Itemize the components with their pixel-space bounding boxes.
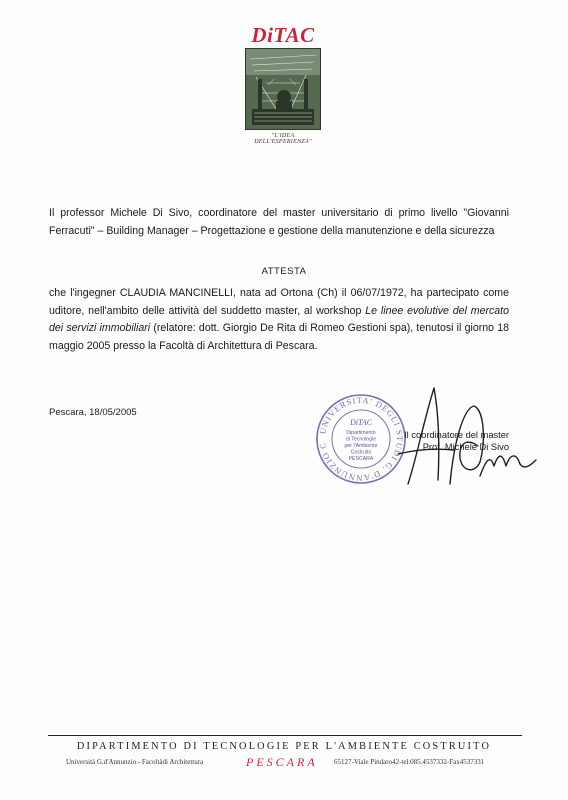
ditac-logo [244, 24, 322, 145]
certificate-text-part1: che l'ingegner CLAUDIA MANCINELLI, nata ad Ortona (Ch) il 06/07/1972, ha partecipato come uditore, nell'ambito delle attività del suddetto master, al workshop [49, 287, 509, 317]
footer-department: DIPARTIMENTO DI TECNOLOGIE PER L'AMBIENTE COSTRUITO [76, 741, 492, 752]
stamp-center-line1: Dipartimento [346, 430, 376, 436]
stamp-center-title: DiTAC [349, 418, 373, 427]
footer-city: PESCARA [246, 755, 318, 769]
signature-name: Prof. Michele Di Sivo [422, 442, 509, 452]
stamp-center-line3: per l'Ambiente [344, 443, 378, 449]
stamp-center-line4: Costruito [350, 449, 372, 456]
certificate-text-part2: (relatore: dott. Giorgio De Rita di Romeo Gestioni spa), tenutosi il giorno 18 maggio 2005 presso la Facoltà di Architettura di Pescara. [49, 322, 509, 352]
signature-role: Il coordinatore del master [404, 430, 509, 440]
stamp-center-line5: PESCARA [348, 456, 374, 462]
footer-divider [48, 735, 522, 736]
place-date: Pescara, 18/05/2005 [49, 407, 137, 418]
certificate-paragraph [49, 285, 509, 355]
logo-tagline: "L'IDEA DELL'ESPERIENZA" [254, 133, 312, 145]
footer-contact: 65127-Viale Pindaro42-tel.085.4537332-Fax4537331 [334, 758, 485, 766]
footer-university: Università G.d'Annunzio - Facoltàdi Architettura [66, 758, 204, 766]
intro-paragraph: Il professor Michele Di Sivo, coordinatore del master universitario di primo livello "Giovanni Ferracuti" – Building Manager – Progettazione e gestione della manutenzione e della sicurezza [49, 207, 509, 237]
logo-woodcut-image [245, 48, 321, 130]
woodcut-illustration [246, 49, 320, 129]
logo-title: DiTAC [251, 23, 315, 47]
signature-block [398, 429, 509, 453]
stamp-ring-text: UNIVERSITA' DEGLI STUDI G. D'ANNUNZIO C [317, 394, 406, 484]
attesta-heading: ATTESTA [261, 266, 307, 277]
stamp-center-line2: di Tecnologie [345, 436, 377, 443]
workshop-title: Le linee evolutive del mercato dei servizi immobiliari [49, 304, 510, 334]
